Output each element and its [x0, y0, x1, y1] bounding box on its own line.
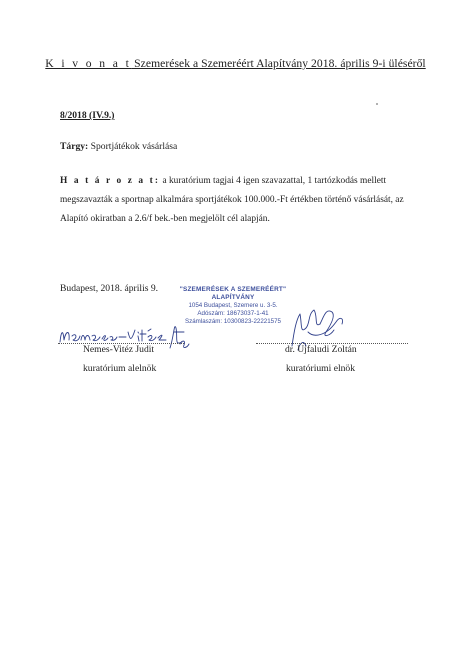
decision-label: H a t á r o z a t:	[60, 176, 161, 186]
subject-text: Sportjátékok vásárlása	[88, 141, 178, 152]
resolution-number: 8/2018 (IV.9.)	[60, 110, 115, 121]
signatory-name-right: dr. Ujfaludi Zoltán	[285, 344, 357, 355]
subject-label: Tárgy:	[60, 141, 89, 152]
place-date: Budapest, 2018. április 9.	[60, 283, 159, 294]
stamp-line-3: 1054 Budapest, Szemere u. 3-5.	[188, 302, 278, 309]
decision-text: a kuratórium tagjai 4 igen szavazattal, 1 tartózkodás mellett megszavazták a sportnap alkalmára sportjátékok 100.000.-Ft értékben történő vásárlását, az Alapító okiratban a 2.6/f bek.-ben megjelölt cél alapján.	[60, 176, 404, 224]
signatory-role-left: kuratórium alelnök	[83, 363, 157, 374]
title-rest: Szemerések a Szemeréért Alapítvány 2018. április 9-i üléséről	[131, 57, 426, 70]
signatory-role-right: kuratóriumi elnök	[286, 363, 356, 374]
stamp-line-1: "SZEMERÉSEK A SZEMERÉÉRT"	[179, 286, 287, 293]
stamp-line-2: ALAPÍTVÁNY	[211, 294, 255, 301]
stamp-line-5: Számlaszám: 10300823-22221575	[185, 318, 281, 325]
subject-line	[60, 141, 177, 152]
signatory-name-left: Nemes-Vitéz Judit	[83, 344, 155, 355]
scan-speck	[376, 103, 378, 105]
title-spaced-word: K i v o n a t	[45, 57, 132, 70]
document-title	[0, 57, 471, 70]
stamp-line-4: Adószám: 18673037-1-41	[197, 310, 269, 317]
decision-paragraph	[60, 172, 426, 229]
